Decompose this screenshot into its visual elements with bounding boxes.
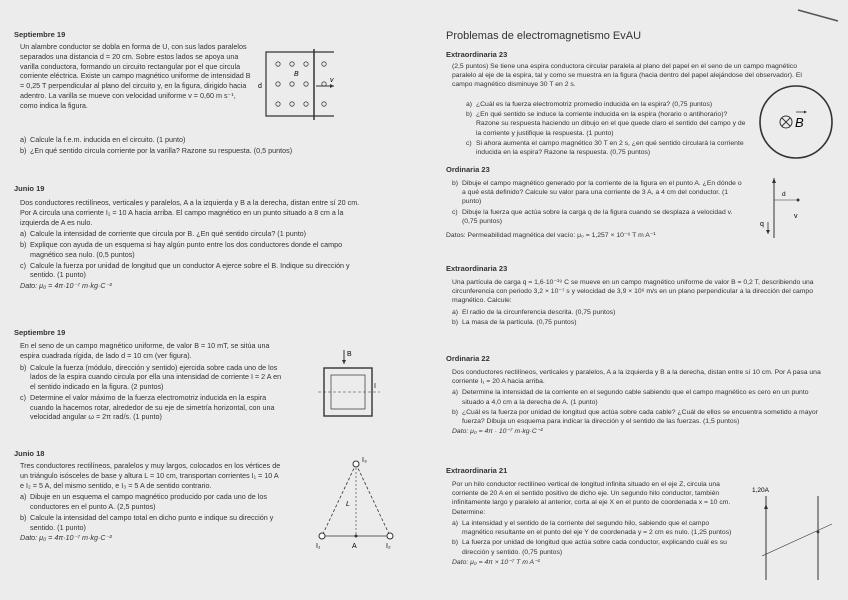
figure-triangle-conductors — [312, 452, 402, 552]
fig2-i-label: I — [374, 383, 376, 390]
r-problem-4-data: Dato: μ₀ = 4π · 10⁻⁷ m·kg·C⁻² — [452, 428, 543, 436]
problem-1-items — [20, 135, 340, 157]
problem-3-statement: En el seno de un campo magnético uniforme, de valor B = 10 mT, se sitúa una espira cuadrada rígida, de lado d = 10 cm (ver figura). — [20, 341, 270, 360]
figure-square-loop — [314, 342, 384, 424]
problem-2-statement: Dos conductores rectilíneos, verticales y paralelos, A a la izquierda y B a la derecha, distan entre sí 20 cm. Por A circula una corriente I₁ = 10 A hacia arriba. El campo magnético en un punto situado a 8 cm a la izquierda de A es nulo. — [20, 198, 360, 227]
fig2-b-label: B — [347, 351, 352, 358]
problem-2-item-c: c) Calcule la fuerza por unidad de longitud que un conductor A ejerce sobre el B. Indique su dirección y sentido. (1 punto) — [20, 260, 350, 280]
problem-3-item-c: c) Determine el valor máximo de la fuerza electromotriz inducida en la espira cuando la hacemos rotar, alrededor de su eje de simetría horizontal, con una velocidad angular ω = 2π rad/s. (1 punto) — [20, 392, 275, 422]
problem-4-header: Junio 18 — [14, 449, 45, 458]
fig1-v-label: v — [330, 77, 334, 84]
fig3-i1-label: I₁ — [316, 543, 321, 550]
page-title: Problemas de electromagnetismo EvAU — [446, 30, 642, 42]
fig5-q-label: q — [760, 221, 764, 228]
fig5-v-label: v — [794, 213, 798, 220]
figure-wire-charge — [754, 174, 834, 242]
problem-4-data: Dato: μ₀ = 4π·10⁻⁷ m·kg·C⁻² — [20, 533, 112, 543]
r-problem-2 — [452, 179, 742, 227]
figure-two-wires — [748, 484, 840, 584]
problem-1-statement: Un alambre conductor se dobla en forma de U, con sus lados paralelos separados una distancia d = 20 cm. Sobre estos lados se apoya una varilla conductora, formando un circuito rectangular por el que circula corriente eléctrica. Existe un campo magnético uniforme de intensidad B = 0,25 T perpendicular al plano del circuito y, en la figura, dirigido hacia adentro. La varilla se mueve con velocidad uniforme v = 0,60 m s⁻¹, como indica la figura. — [20, 42, 251, 110]
problem-1-item-a: a) Calcule la f.e.m. inducida en el circuito. (1 punto) — [20, 135, 186, 144]
r-problem-3 — [452, 278, 827, 328]
problem-3-header: Septiembre 19 — [14, 328, 66, 337]
problem-4-statement: Tres conductores rectilíneos, paralelos y muy largos, colocados en los vértices de un triángulo isósceles de base y altura L = 10 cm, transportan corrientes I₁ = 10 A e I₂ = 5 A, del mismo sentido, e I₃ = 5 A de sentido contrario. — [20, 461, 281, 490]
r-problem-4-item-a: a) Determine la intensidad de la corriente en el segundo cable sabiendo que el campo magnético es cero en un punto situado a 4,0 cm a la derecha de A. (1 punto) — [452, 389, 809, 406]
problem-2 — [20, 198, 360, 293]
r-problem-1-header: Extraordinaria 23 — [446, 50, 508, 59]
problem-1-header: Septiembre 19 — [14, 30, 66, 39]
problem-2-item-b: b) Explique con ayuda de un esquema si hay algún punto entre los dos conductores donde el campo magnético sea nulo. (0,5 puntos) — [20, 240, 343, 259]
problem-4-item-a: a) Dibuje en un esquema el campo magnético producido por cada uno de los conductores en el punto A. (2,5 puntos) — [20, 492, 267, 512]
r-problem-2-header: Ordinaria 23 — [446, 165, 490, 174]
fig3-a-label: A — [352, 543, 357, 550]
r-problem-1-item-c: c) Si ahora aumenta el campo magnético 30 T en 2 s, ¿en qué sentido circulará la corriente inducida en la espira? Razone la respuesta. (0,75 puntos) — [466, 139, 744, 157]
r-problem-5-data: Dato: μ₀ = 4π × 10⁻⁷ T m A⁻¹ — [452, 558, 540, 566]
r-problem-5-header: Extraordinaria 21 — [446, 466, 508, 475]
r-problem-5-statement: Por un hilo conductor rectilíneo vertical de longitud infinita situado en el eje Z, circula una corriente de 20 A en el sentido positivo de dicho eje. Un segundo hilo conductor, también infinitamente largo y paralelo al anterior, corta al eje X en el punto de coordenada x = 10 cm. Determine: — [452, 481, 731, 516]
fig1-b-label: B — [294, 71, 299, 78]
r-problem-4-item-b: b) ¿Cuál es la fuerza por unidad de longitud que actúa sobre cada cable? ¿Cuál de ellos se encuentra sometido a mayor fuerza? Dibuja un esquema para indicar la dirección y el sentido de las fuerzas. (1,5 puntos) — [452, 408, 818, 426]
problem-3 — [20, 341, 282, 423]
pen-mark — [796, 6, 842, 26]
r-problem-3-item-a: a) El radio de la circunferencia descrita. (0,75 puntos) — [452, 308, 616, 316]
problem-2-item-a: a) Calcule la intensidad de corriente que circula por B. ¿En qué sentido circula? (1 punto) — [20, 229, 307, 239]
r-problem-1-item-b: b) ¿En qué sentido se induce la corriente inducida en la espira (horario o antihorario)? Razone su respuesta haciendo un dibujo en el que quede claro el sentido del campo y de la corriente y justifique la respuesta. (1 punto) — [466, 111, 746, 137]
problem-4-item-b: b) Calcule la intensidad del campo total en dicho punto e indique su dirección y sentido. (1 punto) — [20, 512, 274, 532]
r-problem-1-item-a: a) ¿Cuál es la fuerza electromotriz promedio inducida en la espira? (0,75 puntos) — [466, 101, 713, 108]
problem-1-item-b: b) ¿En qué sentido circula corriente por la varilla? Razone su respuesta. (0,5 puntos) — [20, 145, 293, 155]
figure-circular-loop — [754, 80, 838, 164]
fig3-l-label: L — [346, 501, 350, 508]
fig3-i2-label: I₂ — [386, 543, 391, 550]
r-problem-1-items — [466, 100, 746, 158]
fig6-i-label: 1,20A — [752, 487, 769, 494]
r-problem-2-item-b: b) Dibuje el campo magnético generado por la corriente de la figura en el punto A. ¿En dónde o a qué está definido? Calcule su valor para una corriente de 3 A, a 4 cm del conductor. (1 punto) — [452, 180, 742, 206]
problem-3-item-b: b) Calcule la fuerza (módulo, dirección y sentido) ejercida sobre cada uno de los lados de la espira cuando circula por ella una intensidad de corriente I = 2 A en el sentido indicado en la figura. (2 puntos) — [20, 362, 282, 392]
problem-2-data: Dato: μ₀ = 4π·10⁻⁷ m·kg·C⁻² — [20, 281, 112, 291]
problem-1 — [20, 42, 252, 112]
r-problem-5 — [452, 480, 742, 569]
fig3-i3-label: I₃ — [362, 457, 367, 464]
r-problem-2-item-c: c) Dibuje la fuerza que actúa sobre la carga q de la figura cuando se desplaza a velocidad v. (0,75 puntos) — [452, 208, 733, 225]
fig4-b-label: B — [795, 115, 804, 130]
r-problem-1-statement: (2,5 puntos) Se tiene una espira conductora circular paralela al plano del papel en el seno de un campo magnético paralelo al eje de la espira, tal y como se muestra en la figura (hacia dentro del papel alejándose del observador). El campo magnético disminuye 30 T en 2 s. — [452, 63, 802, 89]
r-problem-4 — [452, 368, 827, 439]
fig5-d-label: d — [782, 191, 786, 198]
r-problem-3-statement: Una partícula de carga q = 1,6·10⁻¹⁹ C se mueve en un campo magnético uniforme de valor B = 0,2 T, describiendo una circunferencia con periodo 3,2 × 10⁻⁷ s y velocidad de 3,9 × 10⁶ m/s en un plano perpendicular a la dirección del campo magnético. Calcule: — [452, 279, 814, 305]
fig1-d-label: d — [258, 83, 262, 90]
r-problem-5-item-b: b) La fuerza por unidad de longitud que actúa sobre cada conductor, explicando cuál es su dirección y sentido. (0,75 puntos) — [452, 539, 727, 556]
r-problem-2-data: Datos: Permeabilidad magnética del vacío: μ₀ = 1,257 × 10⁻⁶ T m A⁻¹ — [446, 232, 656, 239]
r-problem-3-header: Extraordinaria 23 — [446, 264, 508, 273]
problem-4 — [20, 461, 282, 545]
figure-u-conductor — [254, 46, 340, 124]
r-problem-4-statement: Dos conductores rectilíneos, verticales y paralelos, A a la izquierda y B a la derecha, distan entre sí 10 cm. Por A pasa una corriente I₁ = 20 A hacia arriba. — [452, 369, 821, 386]
r-problem-3-item-b: b) La masa de la partícula. (0,75 puntos) — [452, 318, 577, 326]
r-problem-5-item-a: a) La intensidad y el sentido de la corriente del segundo hilo, sabiendo que el campo magnético resultante en el punto del eje Y de coordenada y = 2 cm es nulo. (1,25 puntos) — [452, 519, 732, 537]
r-problem-4-header: Ordinaria 22 — [446, 354, 490, 363]
problem-2-header: Junio 19 — [14, 184, 45, 193]
